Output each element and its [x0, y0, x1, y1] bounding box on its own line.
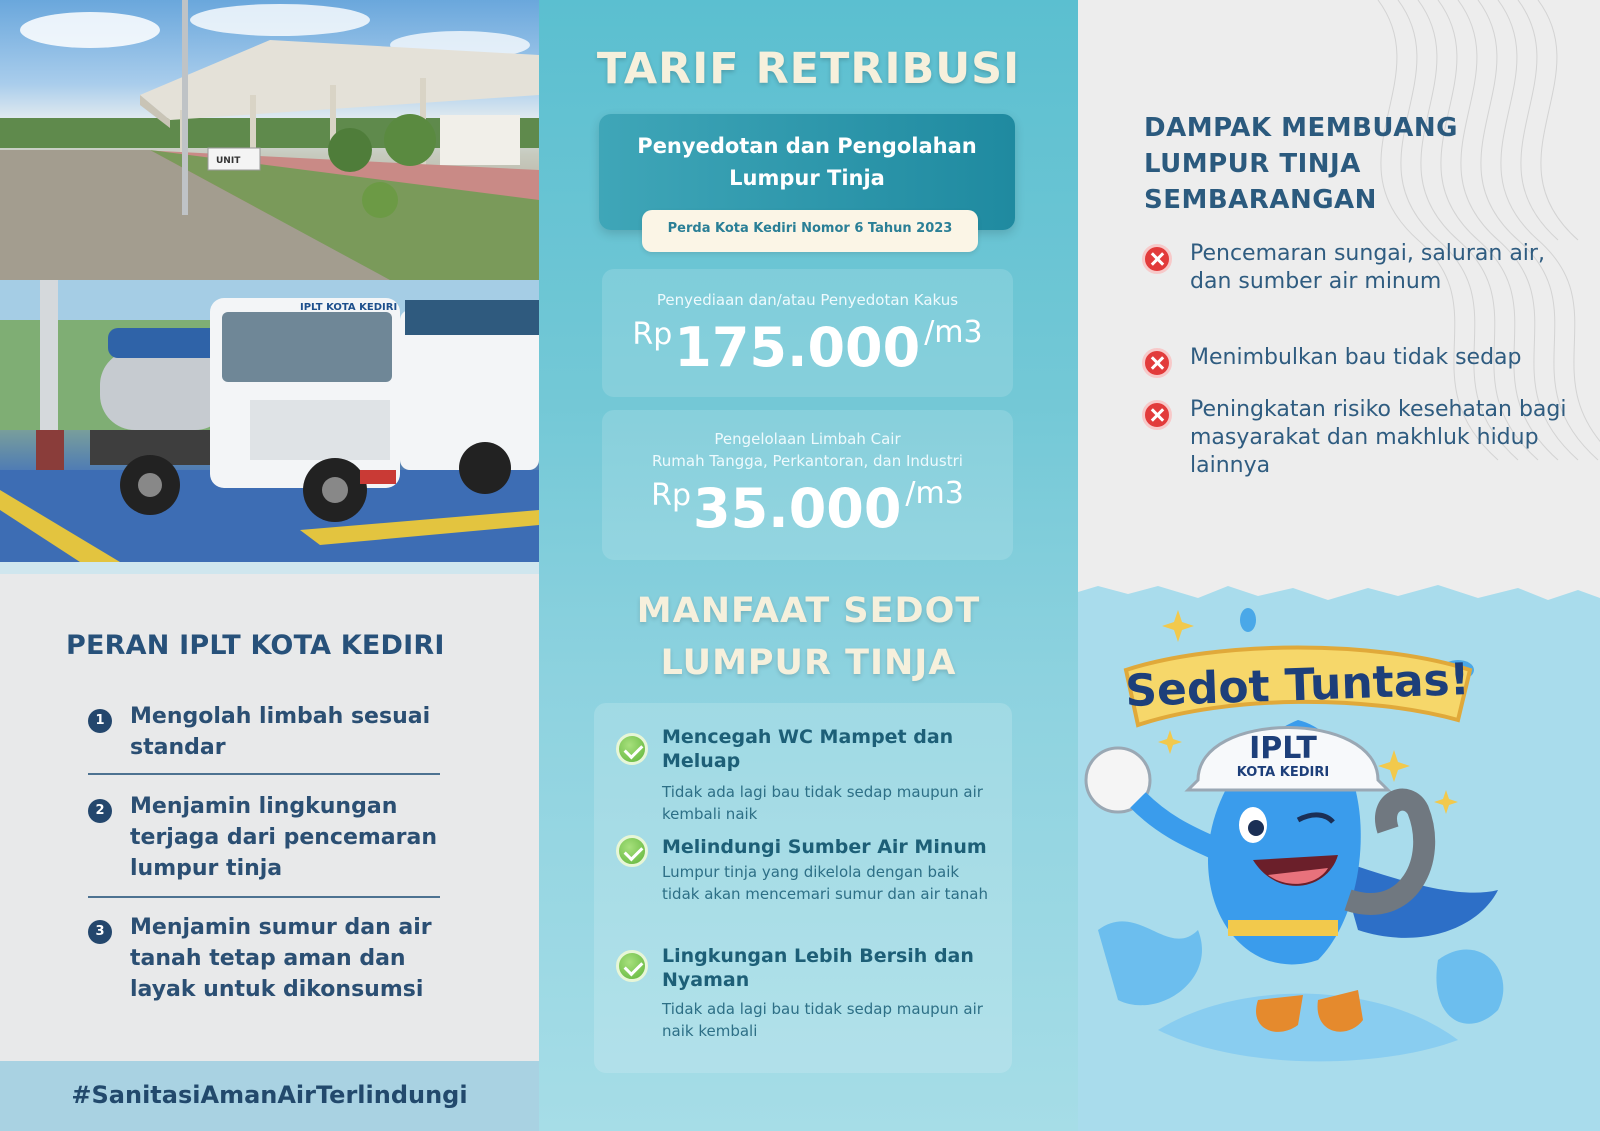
peran-item-1-text: Mengolah limbah sesuai standar [130, 704, 431, 760]
photo-divider-strip [0, 562, 539, 574]
price-1-amount: 175.000 [674, 316, 921, 379]
check-icon [616, 835, 648, 867]
manfaat-1-title: Mencegah WC Mampet dan Meluap [662, 726, 954, 772]
price-card-1 [602, 269, 1013, 397]
check-icon [616, 733, 648, 765]
torn-paper-background [1078, 0, 1600, 620]
manfaat-title-line1: MANFAAT SEDOT [636, 591, 981, 631]
water-drop-mascot [1078, 600, 1600, 1131]
left-panel [0, 0, 539, 1131]
dampak-title: DAMPAK MEMBUANG LUMPUR TINJA SEMBARANGAN [1144, 113, 1458, 215]
price-2-caption-line1: Pengelolaan Limbah Cair [714, 430, 901, 448]
dampak-2-text: Menimbulkan bau tidak sedap [1190, 345, 1522, 370]
facility-illustration [0, 0, 539, 280]
x-mark-icon [1142, 400, 1172, 430]
vacuum-truck-photo [0, 280, 539, 562]
price-card-2 [602, 410, 1013, 560]
tarif-title: TARIF RETRIBUSI [596, 44, 1021, 94]
manfaat-title-line2: LUMPUR TINJA [660, 643, 957, 683]
number-badge-3: 3 [88, 920, 112, 944]
price-1-value [602, 315, 1013, 379]
hashtag-bar [0, 1061, 539, 1131]
number-badge-1: 1 [88, 709, 112, 733]
price-1-caption: Penyediaan dan/atau Penyedotan Kakus [656, 291, 959, 309]
service-title: Penyedotan dan Pengolahan Lumpur Tinja [637, 134, 977, 190]
helmet-iplt-text: IPLT [1249, 731, 1317, 766]
middle-panel [539, 0, 1078, 1131]
right-panel [1078, 0, 1600, 1131]
peran-divider-1 [88, 773, 440, 775]
price-2-amount: 35.000 [693, 477, 902, 540]
price-2-unit: /m3 [905, 476, 964, 511]
price-1-currency: Rp [632, 317, 673, 352]
x-mark-icon [1142, 348, 1172, 378]
price-1-unit: /m3 [924, 315, 983, 350]
facility-sign-label: UNIT [216, 156, 241, 166]
dampak-3-text: Peningkatan risiko kesehatan bagi masyarakat dan makhluk hidup lainnya [1190, 397, 1567, 478]
manfaat-2-desc: Lumpur tinja yang dikelola dengan baik tidak akan mencemari sumur dan air tanah [662, 863, 988, 903]
dampak-1-text: Pencemaran sungai, saluran air, dan sumber air minum [1190, 241, 1545, 294]
price-2-value [602, 476, 1013, 540]
peran-item-2-text: Menjamin lingkungan terjaga dari pencemaran lumpur tinja [130, 794, 437, 881]
peran-divider-2 [88, 896, 440, 898]
perda-text: Perda Kota Kediri Nomor 6 Tahun 2023 [667, 221, 953, 236]
perda-badge [642, 210, 978, 252]
peran-title: PERAN IPLT KOTA KEDIRI [66, 630, 445, 661]
manfaat-title [539, 585, 1078, 689]
manfaat-1-desc: Tidak ada lagi bau tidak sedap maupun air kembali naik [662, 783, 983, 823]
banner-text: Sedot Tuntas! [1124, 654, 1471, 718]
truck-illustration [0, 280, 539, 562]
x-mark-icon [1142, 244, 1172, 274]
number-badge-2: 2 [88, 799, 112, 823]
manfaat-2-title: Melindungi Sumber Air Minum [662, 836, 987, 858]
price-2-caption-line2: Rumah Tangga, Perkantoran, dan Industri [652, 452, 963, 470]
hashtag-text: #SanitasiAmanAirTerlindungi [71, 1081, 468, 1109]
manfaat-3-title: Lingkungan Lebih Bersih dan Nyaman [662, 945, 974, 991]
check-icon [616, 950, 648, 982]
price-2-currency: Rp [651, 478, 692, 513]
peran-item-3-text: Menjamin sumur dan air tanah tetap aman dan layak untuk dikonsumsi [130, 915, 432, 1002]
iplt-facility-photo [0, 0, 539, 280]
helmet-kota-text: KOTA KEDIRI [1236, 765, 1330, 780]
truck-windshield-label: IPLT KOTA KEDIRI [300, 302, 398, 313]
manfaat-card [594, 703, 1012, 1073]
manfaat-3-desc: Tidak ada lagi bau tidak sedap maupun air naik kembali [662, 1000, 983, 1040]
